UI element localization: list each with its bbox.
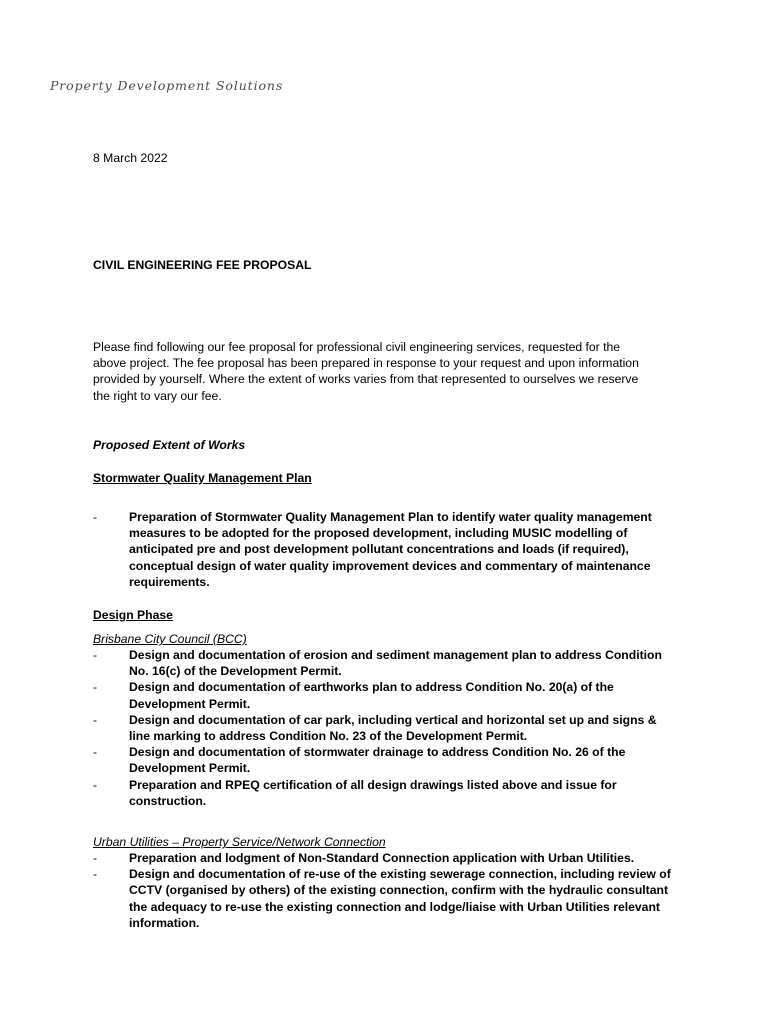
bullet-dash: -	[93, 712, 98, 727]
list-item-text: Preparation and RPEQ certification of all design drawings listed above and issue for construction.	[129, 777, 617, 808]
bullet-dash: -	[93, 777, 98, 792]
list-item-text: Preparation and lodgment of Non-Standard Connection application with Urban Utilities.	[129, 851, 635, 865]
company-logo-text: Property Development Solutions	[50, 78, 284, 93]
urban-utilities-subheading: Urban Utilities – Property Service/Network Connection	[93, 835, 386, 849]
list-item	[93, 679, 675, 711]
letter-date: 8 March 2022	[93, 151, 168, 165]
list-item	[93, 712, 675, 744]
list-item-text: Design and documentation of stormwater drainage to address Condition No. 26 of the Development Permit.	[129, 745, 626, 776]
intro-paragraph: Please find following our fee proposal for professional civil engineering services, requested for the above project. The fee proposal has been prepared in response to your request and upon information provided by yourself. Where the extent of works varies from that represented to ourselves we reserve the right to vary our fee.	[93, 340, 639, 403]
stormwater-list	[93, 509, 673, 590]
bcc-subheading: Brisbane City Council (BCC)	[93, 632, 247, 646]
list-item	[93, 866, 675, 931]
bullet-dash: -	[93, 851, 98, 865]
extent-heading: Proposed Extent of Works	[93, 438, 246, 452]
list-item	[93, 744, 675, 776]
list-item-text: Design and documentation of erosion and sediment management plan to address Condition No. 16(c) of the Development Permit.	[129, 648, 662, 679]
list-item-text: Design and documentation of earthworks plan to address Condition No. 20(a) of the Development Permit.	[129, 680, 614, 711]
bullet-dash: -	[93, 745, 98, 760]
list-item-text: Design and documentation of re-use of the existing sewerage connection, including review of CCTV (organised by others) of the existing connection, confirm with the hydraulic consultant the adequacy to re-use the existing connection and lodge/liaise with Urban Utilities relevant information.	[129, 867, 671, 930]
design-phase-heading: Design Phase	[93, 608, 173, 622]
bcc-list	[93, 647, 675, 809]
bullet-dash: -	[93, 510, 98, 524]
list-item	[93, 647, 675, 679]
list-item	[93, 850, 675, 866]
list-item-text: Design and documentation of car park, including vertical and horizontal set up and signs & line marking to address Condition No. 23 of the Development Permit.	[129, 712, 657, 744]
bullet-dash: -	[93, 648, 98, 662]
bullet-dash: -	[93, 680, 98, 695]
list-item	[93, 777, 675, 809]
urban-utilities-list	[93, 850, 675, 931]
stormwater-heading: Stormwater Quality Management Plan	[93, 471, 312, 485]
list-item-text: Preparation of Stormwater Quality Management Plan to identify water quality management measures to be adopted for the proposed development, including MUSIC modelling of anticipated pre and post development pollutant concentrations and loads (if required), conceptual design of water quality improvement devices and commentary of maintenance requirements.	[129, 510, 652, 589]
list-item	[93, 509, 673, 590]
letter-title: CIVIL ENGINEERING FEE PROPOSAL	[93, 258, 312, 272]
bullet-dash: -	[93, 867, 98, 882]
